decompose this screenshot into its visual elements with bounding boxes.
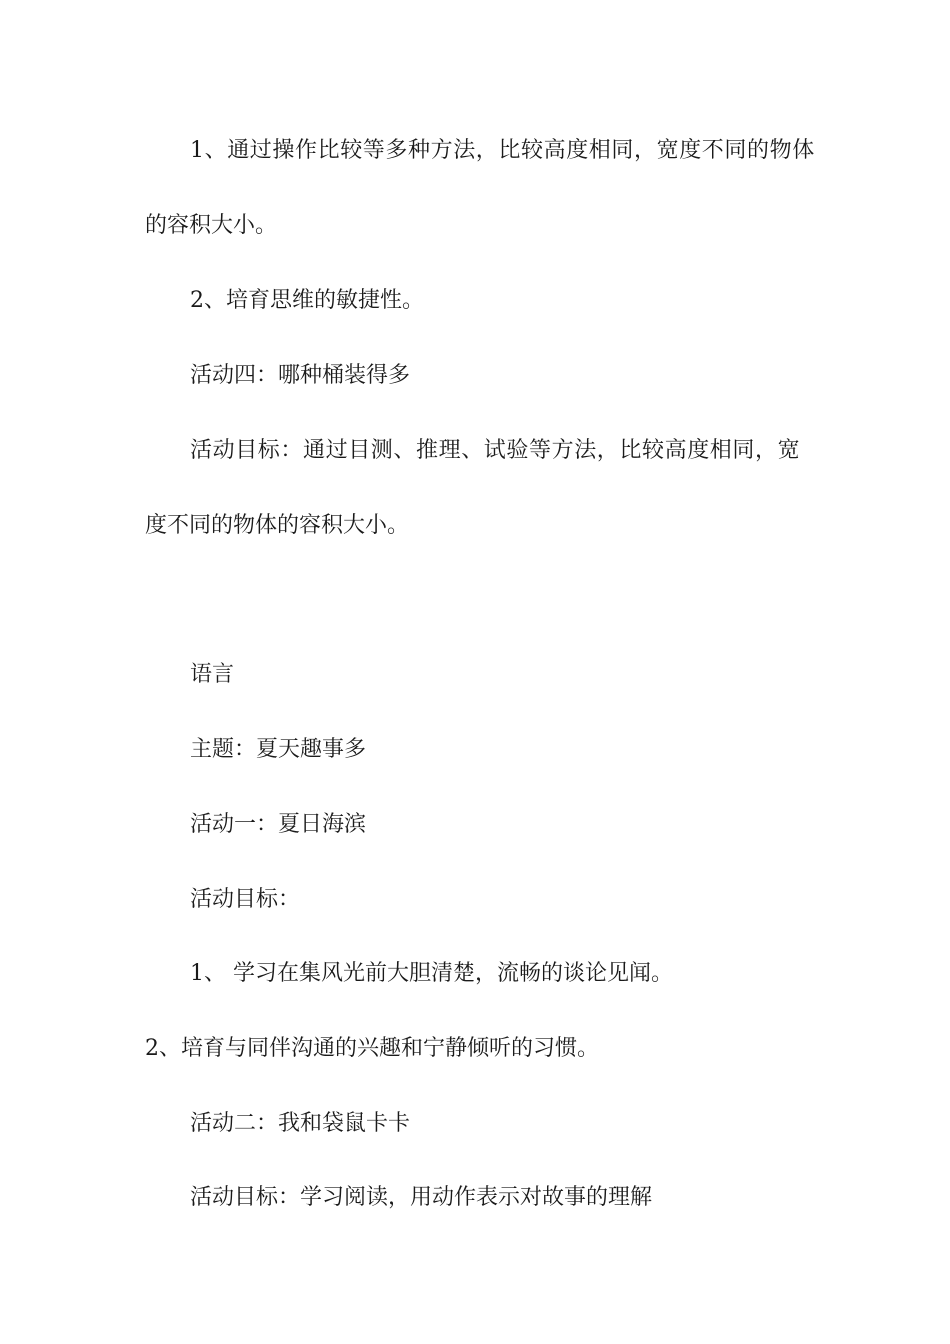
activity-one-title: 活动一：夏日海滨 <box>190 812 367 837</box>
section-heading-language: 语言 <box>190 662 235 687</box>
activity-four-goal-line-1: 活动目标：通过目测、推理、试验等方法，比较高度相同，宽 <box>190 438 801 463</box>
activity-four-title: 活动四：哪种桶装得多 <box>190 363 411 388</box>
activity-one-goal-label: 活动目标： <box>190 887 301 912</box>
activity-one-goal-1: 1、 学习在集风光前大胆清楚，流畅的谈论见闻。 <box>190 961 673 986</box>
paragraph-goal-1-line-1: 1、通过操作比较等多种方法，比较高度相同，宽度不同的物体 <box>190 138 815 163</box>
paragraph-goal-2: 2、培育思维的敏捷性。 <box>190 288 424 313</box>
activity-two-title: 活动二：我和袋鼠卡卡 <box>190 1111 411 1136</box>
paragraph-goal-1-line-2: 的容积大小。 <box>145 213 278 238</box>
theme-title: 主题：夏天趣事多 <box>190 737 367 762</box>
activity-two-goal: 活动目标：学习阅读，用动作表示对故事的理解 <box>190 1185 653 1210</box>
activity-one-goal-2: 2、培育与同伴沟通的兴趣和宁静倾听的习惯。 <box>145 1036 599 1061</box>
activity-four-goal-line-2: 度不同的物体的容积大小。 <box>145 513 410 538</box>
